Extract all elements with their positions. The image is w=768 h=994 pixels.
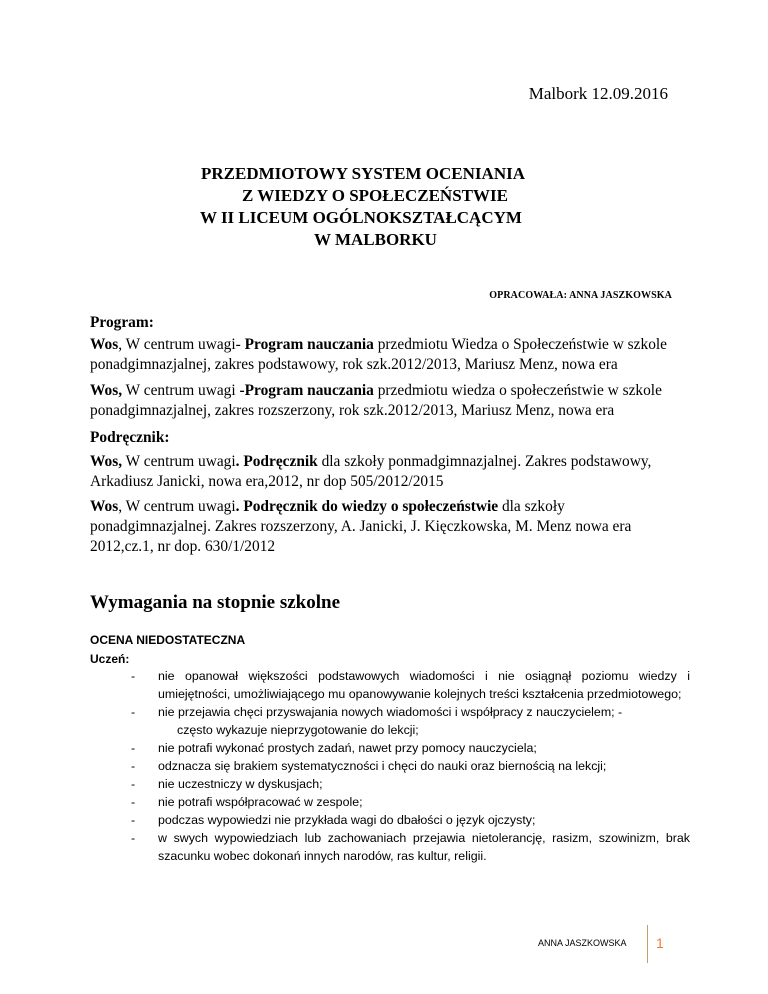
list-dash: - (131, 777, 136, 791)
textbook-entry-1-wos: Wos, (90, 453, 123, 470)
list-item (90, 757, 690, 775)
title-line-2: Z WIEDZY O SPOŁECZEŃSTWIE (242, 186, 508, 205)
program-entry-2-bold: -Program nauczania (239, 382, 374, 399)
textbook-entry-1-text-b: dla szkoły ponmadgimnazjalnej. Zakres podstawowy, Arkadiusz Janicki, nowa era,2012, nr dop 505/2012/2015 (90, 453, 652, 490)
list-item (90, 775, 690, 793)
list-item-text: nie potrafi współpracować w zespole; (158, 795, 363, 809)
requirements-heading: Wymagania na stopnie szkolne (90, 592, 341, 613)
list-item (90, 793, 690, 811)
textbook-entry-2-text-a: , W centrum uwagi (118, 498, 236, 515)
textbook-entry-2-bold: . Podręcznik do wiedzy o społeczeństwie (235, 498, 499, 515)
program-entry-1-bold: Program nauczania (244, 336, 374, 353)
textbook-entry-1-text-a: W centrum uwagi (122, 453, 236, 470)
textbook-heading: Podręcznik: (90, 429, 170, 446)
list-item-text: nie uczestniczy w dyskusjach; (158, 777, 323, 791)
list-dash: - (131, 705, 136, 719)
document-date: Malbork 12.09.2016 (528, 84, 668, 103)
author-line: OPRACOWAŁA: ANNA JASZKOWSKA (489, 290, 672, 301)
program-heading: Program: (90, 314, 154, 331)
page-number: 1 (656, 935, 664, 951)
list-item-text: podczas wypowiedzi nie przykłada wagi do dbałości o język ojczysty; (158, 813, 536, 827)
document-title (0, 163, 768, 251)
textbook-entry-2 (90, 497, 682, 557)
list-dash: - (131, 813, 136, 827)
list-dash: - (131, 795, 136, 809)
list-item (90, 703, 690, 739)
textbook-entry-2-wos: Wos (90, 498, 119, 515)
list-item-text: nie potrafi wykonać prostych zadań, nawet przy pomocy nauczyciela; (158, 741, 537, 755)
program-entry-2-wos: Wos, (90, 382, 123, 399)
program-entry-2-text-b: przedmiotu wiedza o społeczeństwie w szkole ponadgimnazjalnej, zakres rozszerzony, rok szk.2012/2013, Mariusz Menz, nowa era (90, 382, 662, 419)
list-item (90, 829, 690, 865)
textbook-entry-1-bold: . Podręcznik (235, 453, 318, 470)
list-item-text: w swych wypowiedziach lub zachowaniach przejawia nietolerancję, rasizm, szowinizm, brak szacunku wobec dokonań innych narodów, ras kultur, religii. (158, 831, 690, 863)
list-item-text: odznacza się brakiem systematyczności i chęci do nauki oraz biernością na lekcji; (158, 759, 607, 773)
program-entry-1-text-a: , W centrum uwagi- (118, 336, 245, 353)
list-dash: - (131, 831, 136, 845)
list-dash: - (131, 759, 136, 773)
title-line-4: W MALBORKU (314, 230, 437, 249)
list-dash: - (131, 669, 136, 683)
requirements-list (90, 667, 690, 865)
program-entry-1-wos: Wos (90, 336, 119, 353)
list-item (90, 667, 690, 703)
list-item-continuation: często wykazuje nieprzygotowanie do lekcji; (177, 723, 419, 737)
list-item (90, 811, 690, 829)
list-item-text: nie opanował większości podstawowych wiadomości i nie osiągnął poziomu wiedzy i umiejętności, umożliwiającego mu opanowywanie kolejnych treści kształcenia przedmiotowego; (158, 669, 690, 701)
list-item-text: nie przejawia chęci przyswajania nowych wiadomości i współpracy z nauczycielem; - (158, 705, 623, 719)
list-item (90, 739, 690, 757)
program-entry-2 (90, 381, 682, 421)
title-line-3: W II LICEUM OGÓLNOKSZTAŁCĄCYM (200, 208, 522, 227)
footer-separator (647, 925, 648, 963)
program-entry-1-text-b: przedmiotu Wiedza o Społeczeństwie w szkole ponadgimnazjalnej, zakres podstawowy, rok szk.2012/2013, Mariusz Menz, nowa era (90, 336, 667, 373)
program-entry-2-text-a: W centrum uwagi (122, 382, 240, 399)
program-entry-1 (90, 335, 682, 375)
textbook-entry-1 (90, 452, 682, 492)
textbook-entry-2-text-b: dla szkoły ponadgimnazjalnej. Zakres rozszerzony, A. Janicki, J. Kięczkowska, M. Menz nowa era 2012,cz.1, nr dop. 630/1/2012 (90, 498, 632, 555)
list-dash: - (131, 741, 136, 755)
pupil-label: Uczeń: (90, 652, 130, 666)
grade-title: OCENA NIEDOSTATECZNA (90, 633, 246, 647)
footer-author: ANNA JASZKOWSKA (538, 938, 627, 948)
title-line-1: PRZEDMIOTOWY SYSTEM OCENIANIA (201, 164, 525, 183)
